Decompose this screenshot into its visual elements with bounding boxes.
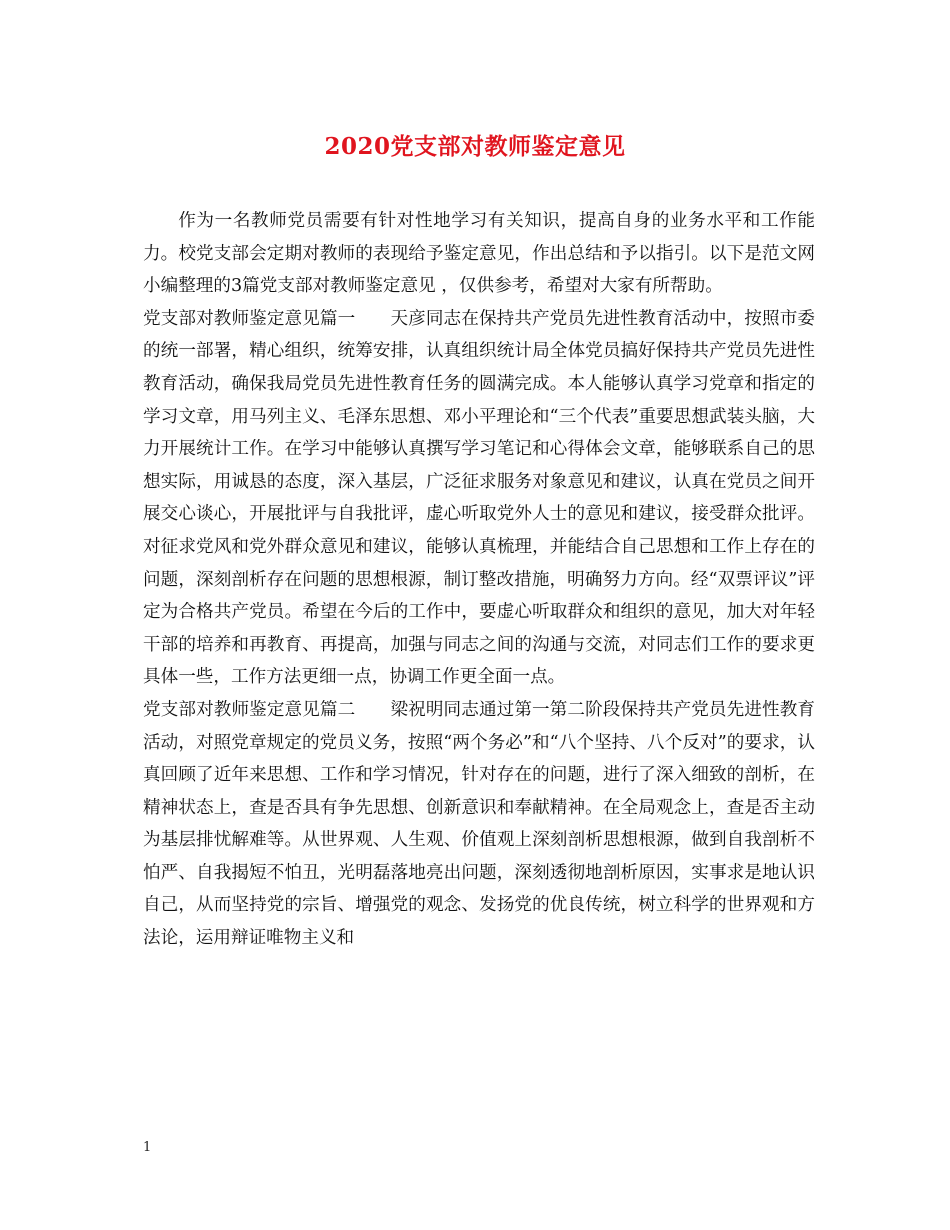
intro-paragraph: 作为一名教师党员需要有针对性地学习有关知识，提高自身的业务水平和工作能力。校党支部会定期对教师的表现给予鉴定意见，作出总结和予以指引。以下是范文网小编整理的3篇党支部对教师鉴定意见 ，仅供参考，希望对大家有所帮助。 bbox=[143, 211, 815, 297]
section-text: 天彦同志在保持共产党员先进性教育活动中，按照市委的统一部署，精心组织，统筹安排，认真组织统计局全体党员搞好保持共产党员先进性教育活动，确保我局党员先进性教育任务的圆满完成。本人能够认真学习党章和指定的学习文章，用马列主义、毛泽东思想、邓小平理论和“三个代表”重要思想武装头脑，大力开展统计工作。在学习中能够认真撰写学习笔记和心得体会文章，能够联系自己的思想实际，用诚恳的态度，深入基层，广泛征求服务对象意见和建议，认真在党员之间开展交心谈心，开展批评与自我批评，虚心听取党外人士的意见和建议，接受群众批评。对征求党风和党外群众意见和建议，能够认真梳理，并能结合自己思想和工作上存在的问题，深刻剖析存在问题的思想根源，制订整改措施，明确努力方向。经“双票评议”评定为合格共产党员。希望在今后的工作中，要虚心听取群众和组织的意见，加大对年轻干部的培养和再教育、再提高，加强与同志之间的沟通与交流，对同志们工作的要求更具体一些，工作方法更细一点，协调工作更全面一点。 bbox=[143, 308, 815, 688]
document-body bbox=[143, 205, 815, 955]
section-text: 梁祝明同志通过第一第二阶段保持共产党员先进性教育活动，对照党章规定的党员义务，按照“两个务必”和“八个坚持、八个反对”的要求，认真回顾了近年来思想、工作和学习情况，针对存在的问题，进行了深入细致的剖析，在精神状态上，查是否具有争先思想、创新意识和奉献精神。在全局观念上，查是否主动为基层排忧解难等。从世界观、人生观、价值观上深刻剖析思想根源，做到自我剖析不怕严、自我揭短不怕丑，光明磊落地亮出问题，深刻透彻地剖析原因，实事求是地认识自己，从而坚持党的宗旨、增强党的观念、发扬党的优良传统，树立科学的世界观和方法论，运用辩证唯物主义和 bbox=[143, 699, 815, 949]
section-heading: 党支部对教师鉴定意见篇二 bbox=[143, 699, 356, 720]
section-paragraph bbox=[143, 694, 815, 955]
page-number: 1 bbox=[143, 1140, 152, 1155]
document-title: 2020党支部对教师鉴定意见 bbox=[324, 133, 626, 160]
section-paragraph bbox=[143, 303, 815, 694]
section-heading: 党支部对教师鉴定意见篇一 bbox=[143, 308, 356, 329]
